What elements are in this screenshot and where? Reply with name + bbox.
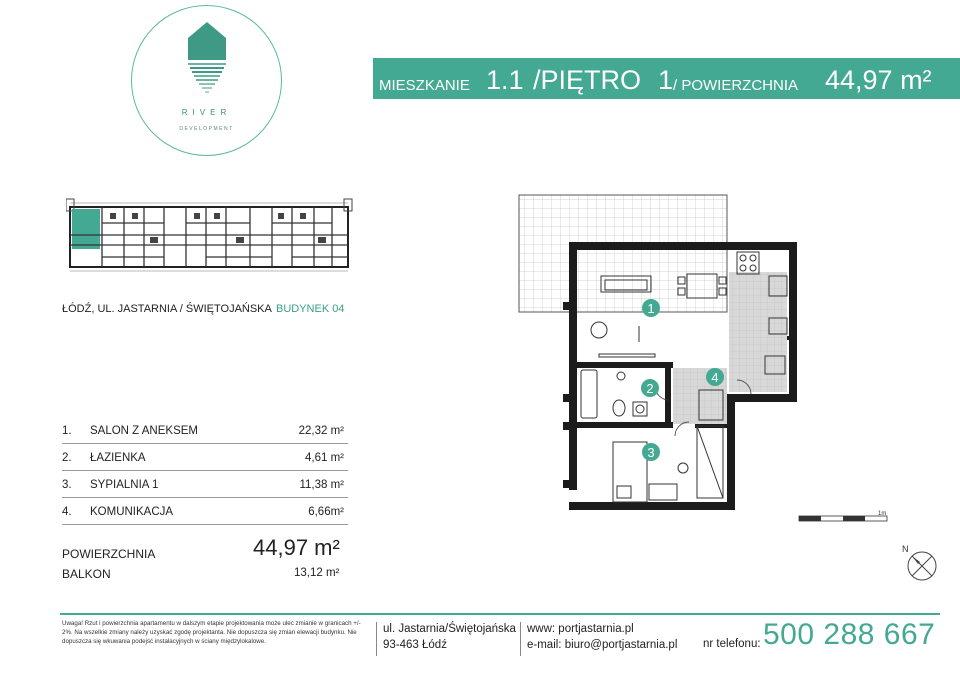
room-row <box>62 450 348 471</box>
room-row <box>62 423 348 444</box>
room-area: 6,66m² <box>308 506 344 518</box>
bathroom-fixtures <box>581 370 647 418</box>
apartment-label: MIESZKANIE <box>379 77 470 94</box>
north-label: N <box>902 544 909 554</box>
scale-bar <box>798 510 890 526</box>
room-marker-1: 1 <box>647 301 655 316</box>
room-marker-3: 3 <box>647 445 655 460</box>
room-marker-4: 4 <box>711 370 719 385</box>
area-label: / POWIERZCHNIA <box>673 77 799 94</box>
apartment-number: 1.1 <box>486 65 524 95</box>
logo-wordmark: RIVER <box>181 108 232 117</box>
room-area: 4,61 m² <box>305 452 344 464</box>
email-link[interactable]: e-mail: biuro@portjastarnia.pl <box>527 639 678 651</box>
phone-number[interactable]: 500 288 667 <box>763 618 936 651</box>
footer-separator <box>376 622 377 656</box>
room-marker-2: 2 <box>646 381 654 396</box>
balcony-area <box>519 195 727 312</box>
total-area-value: 44,97 m² <box>253 535 340 560</box>
footer-separator <box>520 622 521 656</box>
building-label: BUDYNEK 04 <box>276 303 345 315</box>
room-area: 11,38 m² <box>299 479 344 491</box>
footer-address-line1: ul. Jastarnia/Świętojańska <box>383 623 516 635</box>
balcony-value: 13,12 m² <box>294 567 340 579</box>
floor-plan <box>515 190 805 520</box>
balcony-label: BALKON <box>62 567 111 581</box>
logo-house-icon <box>184 20 230 104</box>
room-number: 1. <box>62 425 72 437</box>
room-row <box>62 477 348 498</box>
website-link[interactable]: www: portjastarnia.pl <box>527 623 634 635</box>
phone-label: nr telefonu: <box>703 638 761 650</box>
room-row <box>62 504 348 525</box>
disclaimer-text: Uwaga! Rzut i powierzchnia apartamentu w dalszym etapie projektowania może ulec zmianie w granicach +/- 2%. Na wszelkie zmiany należy uzyskać zgodę projektanta. Nie dopuszcza się zmian elewacji budynku. Nie dopuszcza się wkuwania podejść instalacyjnych w ściany międzylokalowe. <box>62 620 361 645</box>
room-name: ŁAZIENKA <box>90 452 146 464</box>
room-number: 4. <box>62 506 72 518</box>
footer-divider <box>60 613 940 615</box>
room-name: KOMUNIKACJA <box>90 506 174 518</box>
scale-label: 1m <box>878 511 887 517</box>
room-area: 22,32 m² <box>298 425 344 437</box>
total-area-label: POWIERZCHNIA <box>62 547 156 561</box>
floor-label: /PIĘTRO <box>533 65 642 95</box>
header-banner <box>373 58 960 99</box>
building-key-plan <box>66 195 354 277</box>
north-arrow-icon <box>898 542 942 582</box>
room-number: 3. <box>62 479 72 491</box>
area-value: 44,97 m² <box>825 65 932 95</box>
footer-address-line2: 93-463 Łódź <box>383 639 447 651</box>
room-number: 2. <box>62 452 72 464</box>
room-name: SALON Z ANEKSEM <box>90 425 199 437</box>
address-text: ŁÓDŹ, UL. JASTARNIA / ŚWIĘTOJAŃSKA <box>62 303 272 315</box>
room-name: SYPIALNIA 1 <box>90 479 159 491</box>
floor-number: 1 <box>658 65 674 95</box>
logo-subtitle: DEVELOPMENT <box>179 126 234 132</box>
